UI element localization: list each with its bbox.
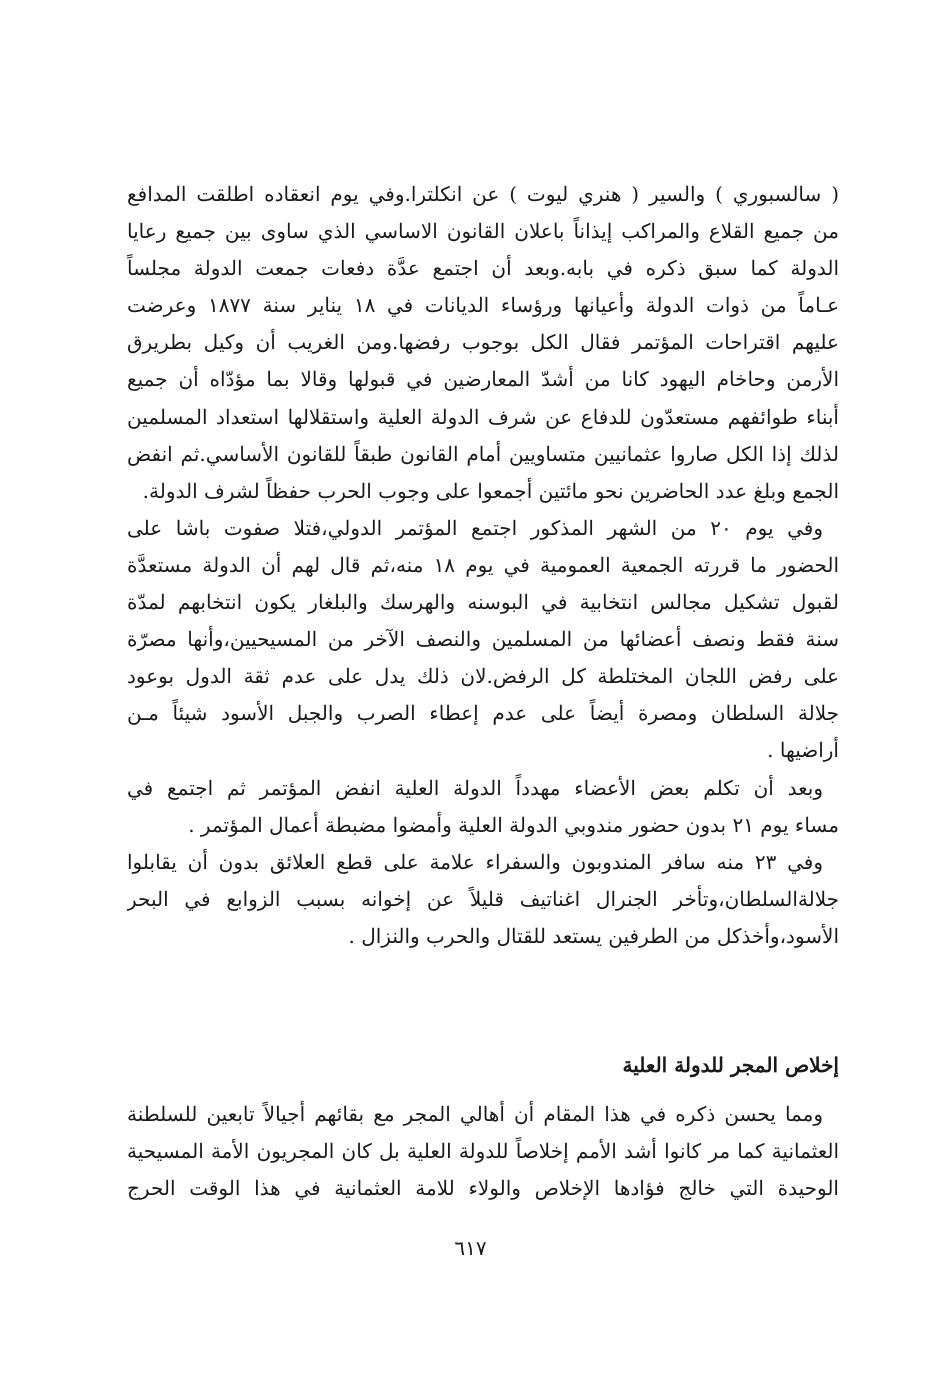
text-line: الجمع وبلغ عدد الحاضرين نحو مائتين أجمعوا على وجوب الحرب حفظاً لشرف الدولة. xyxy=(142,478,839,503)
text-line: الدولة كما سبق ذكره في بابه.وبعد أن اجتمع عدَّة دفعات جمعت الدولة مجلساً xyxy=(127,256,839,281)
text-line: عليهم اقتراحات المؤتمر فقال الكل بوجوب رفضها.ومن الغريب أن وكيل بطريرق xyxy=(127,330,839,355)
text-line: الأسود،وأخذكل من الطرفين يستعد للقتال والحرب والنزال . xyxy=(348,923,839,948)
page-number: ٦١٧ xyxy=(454,1236,487,1260)
body-text-section-2 xyxy=(127,1096,839,1207)
text-line: لقبول تشكيل مجالس انتخابية في البوسنه والهرسك والبلغار يكون انتخابهم لمدّة xyxy=(127,590,839,615)
text-line: الحضور ما قررته الجمعية العمومية في يوم ١٨ منه،ثم قال لهم أن الدولة مستعدَّة xyxy=(127,552,839,577)
text-line: جلالة السلطان ومصرة أيضاً على عدم إعطاء الصرب والجبل الأسود شيئاً مـن xyxy=(127,701,839,726)
text-line: ( سالسبوري ) والسير ( هنري ليوت ) عن انكلترا.وفي يوم انعقاده اطلقت المدافع xyxy=(127,182,839,206)
body-text xyxy=(127,176,839,955)
text-line: أراضيها . xyxy=(767,738,839,763)
text-line: ومما يحسن ذكره في هذا المقام أن أهالي المجر مع بقائهم أجيالاً تابعين للسلطنة xyxy=(127,1102,823,1126)
text-line: سنة فقط ونصف أعضائها من المسلمين والنصف الآخر من المسيحيين،وأنها مصرّة xyxy=(127,627,839,652)
text-line: لذلك إذا الكل صاروا عثمانيين متساويين أمام القانون طبقاً للقانون الأساسي.ثم انفض xyxy=(127,441,839,466)
text-line: على رفض اللجان المختلطة كل الرفض.لان ذلك يدل على عدم ثقة الدول بوعود xyxy=(127,664,839,689)
text-line: عـاماً من ذوات الدولة وأعيانها ورؤساء الديانات في ١٨ يناير سنة ١٨٧٧ وعرضت xyxy=(127,293,839,318)
text-line: العثمانية كما مر كانوا أشد الأمم إخلاصاً للدولة العلية بل كان المجريون الأمة المسيحية xyxy=(127,1139,839,1164)
section-heading-block xyxy=(127,1047,839,1083)
text-line: الوحيدة التي خالج فؤادها الإخلاص والولاء للامة العثمانية في هذا الوقت الحرج xyxy=(127,1176,839,1201)
text-line: وفي ٢٣ منه سافر المندوبون والسفراء علامة على قطع العلائق بدون أن يقابلوا xyxy=(127,849,823,874)
text-line: وفي يوم ٢٠ من الشهر المذكور اجتمع المؤتمر الدولي،فتلا صفوت باشا على xyxy=(127,515,823,540)
text-line: من جميع القلاع والمراكب إيذاناً باعلان القانون الاساسي الذي ساوى بين جميع رعايا xyxy=(127,219,839,244)
text-line: الأرمن وحاخام اليهود كانا من أشدّ المعارضين في قبولها وقالا بما مؤدّاه أن جميع xyxy=(127,367,839,392)
text-line: جلالةالسلطان،وتأخر الجنرال اغناتيف قليلاً عن إخوانه بسبب الزوابع في البحر xyxy=(127,886,839,911)
text-line: وبعد أن تكلم بعض الأعضاء مهدداً الدولة العلية انفض المؤتمر ثم اجتمع في xyxy=(127,775,823,800)
text-line: أبناء طوائفهم مستعدّون للدفاع عن شرف الدولة العلية واستقلالها استعداد المسلمين xyxy=(127,404,839,429)
text-line: مساء يوم ٢١ بدون حضور مندوبي الدولة العلية وأمضوا مضبطة أعمال المؤتمر . xyxy=(188,812,839,837)
section-heading: إخلاص المجر للدولة العلية xyxy=(622,1053,839,1077)
